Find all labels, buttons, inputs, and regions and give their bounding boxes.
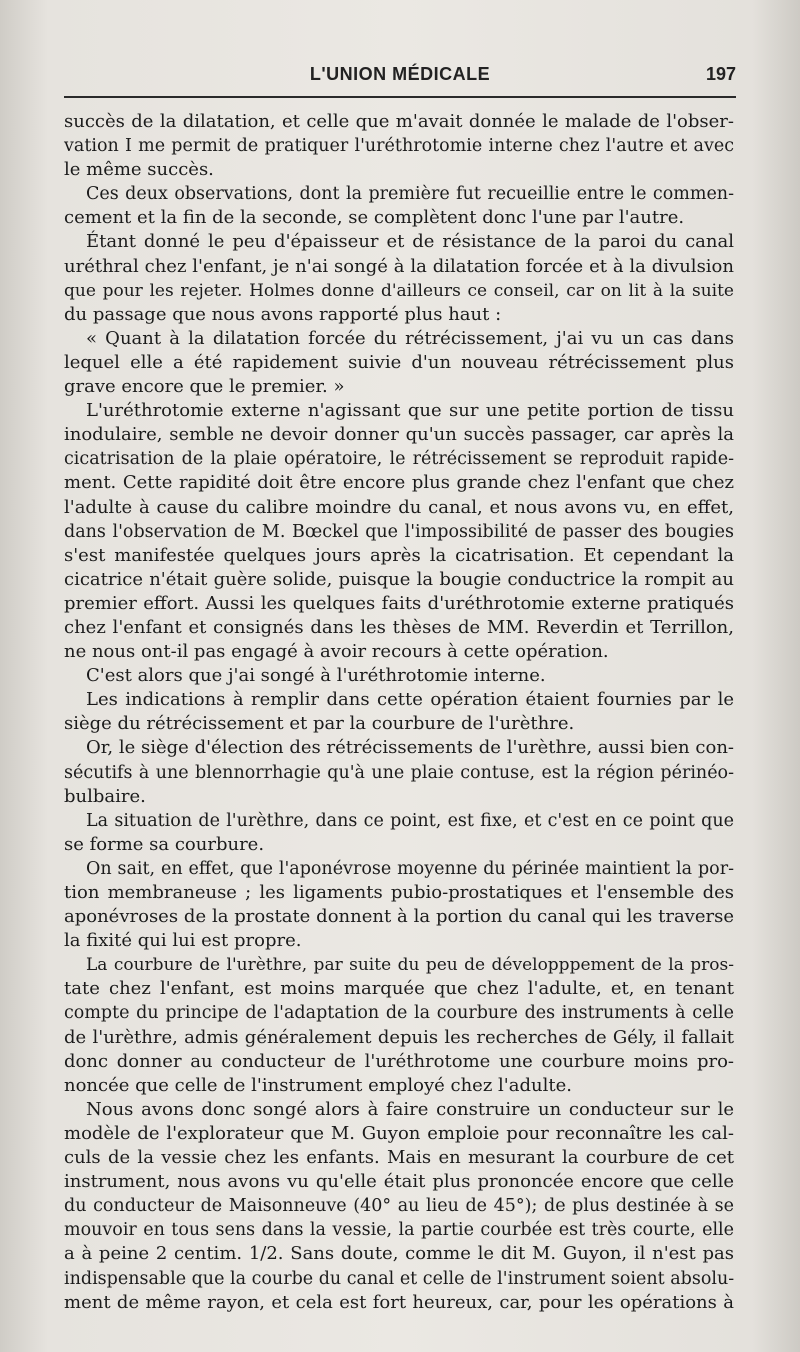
- text-line: L'uréthrotomie externe n'agissant que sur une petite portion de tissu: [86, 400, 734, 422]
- journal-title: L'UNION MÉDICALE: [309, 64, 491, 84]
- text-line: bulbaire.: [64, 785, 146, 807]
- text-line: le même succès.: [64, 159, 214, 181]
- text-line: mouvoir en tous sens dans la vessie, la partie courbée est très courte, elle: [64, 1220, 734, 1241]
- text-line: inodulaire, semble ne devoir donner qu'un succès passager, car après la: [64, 424, 734, 446]
- text-line: Or, le siège d'élection des rétrécissements de l'urèthre, aussi bien con-: [86, 737, 734, 759]
- text-line: noncée que celle de l'instrument employé chez l'adulte.: [64, 1074, 572, 1096]
- text-line: du conducteur de Maisonneuve (40° au lieu de 45°); de plus destinée à se: [64, 1196, 734, 1217]
- text-line: ment de même rayon, et cela est fort heureux, car, pour les opérations à: [64, 1291, 734, 1313]
- text-line: aponévroses de la prostate donnent à la portion du canal qui les traverse: [64, 906, 734, 928]
- text-line: culs de la vessie chez les enfants. Mais en mesurant la courbure de cet: [64, 1147, 734, 1169]
- text-line: C'est alors que j'ai songé à l'uréthrotomie interne.: [86, 665, 546, 687]
- text-line: cicatrisation de la plaie opératoire, le rétrécissement se reproduit rapide-: [64, 449, 734, 470]
- text-line: chez l'enfant et consignés dans les thèses de MM. Reverdin et Terrillon,: [64, 616, 734, 638]
- text-line: succès de la dilatation, et celle que m'avait donnée le malade de l'obser-: [64, 111, 734, 132]
- text-line: indispensable que la courbe du canal et celle de l'instrument soient absolu-: [64, 1268, 735, 1289]
- text-line: vation I me permit de pratiquer l'uréthrotomie interne chez l'autre et avec: [64, 136, 734, 157]
- text-line: On sait, en effet, que l'aponévrose moyenne du périnée maintient la por-: [86, 858, 734, 879]
- text-line: La situation de l'urèthre, dans ce point, est fixe, et c'est en ce point que: [86, 810, 734, 831]
- text-line: l'adulte à cause du calibre moindre du canal, et nous avons vu, en effet,: [64, 496, 734, 518]
- text-line: siège du rétrécissement et par la courbure de l'urèthre.: [64, 713, 575, 735]
- text-line: instrument, nous avons vu qu'elle était plus prononcée encore que celle: [64, 1171, 734, 1193]
- text-line: s'est manifestée quelques jours après la cicatrisation. Et cependant la: [64, 544, 734, 566]
- text-line: cicatrice n'était guère solide, puisque la bougie conductrice la rompit au: [64, 568, 734, 590]
- text-line: grave encore que le premier. »: [64, 376, 345, 398]
- text-line: la fixité qui lui est propre.: [64, 930, 302, 952]
- text-line: cement et la fin de la seconde, se complètent donc l'une par l'autre.: [64, 207, 685, 229]
- text-line: compte du principe de l'adaptation de la courbure des instruments à celle: [64, 1003, 734, 1024]
- text-line: Les indications à remplir dans cette opération étaient fournies par le: [86, 689, 734, 711]
- text-line: premier effort. Aussi les quelques faits d'uréthrotomie externe pratiqués: [64, 592, 734, 614]
- text-line: ment. Cette rapidité doit être encore plus grande chez l'enfant que chez: [64, 472, 734, 494]
- text-line: Étant donné le peu d'épaisseur et de résistance de la paroi du canal: [86, 231, 734, 253]
- text-line: modèle de l'explorateur que M. Guyon emploie pour reconnaître les cal-: [64, 1122, 734, 1144]
- text-line: Ces deux observations, dont la première fut recueillie entre le commen-: [86, 184, 734, 205]
- text-line: sécutifs à une blennorrhagie qu'à une plaie contuse, est la région périnéo-: [64, 762, 734, 783]
- text-line: a à peine 2 centim. 1/2. Sans doute, comme le dit M. Guyon, il n'est pas: [64, 1243, 734, 1265]
- text-line: donc donner au conducteur de l'uréthrotome une courbure moins pro-: [64, 1050, 734, 1072]
- header-rule: [64, 96, 736, 98]
- text-line: « Quant à la dilatation forcée du rétrécissement, j'ai vu un cas dans: [86, 327, 734, 349]
- text-line: tate chez l'enfant, est moins marquée que chez l'adulte, et, en tenant: [64, 978, 734, 1000]
- text-line: ne nous ont-il pas engagé à avoir recours à cette opération.: [64, 641, 609, 663]
- text-line: que pour les rejeter. Holmes donne d'ailleurs ce conseil, car on lit à la suite: [64, 280, 734, 301]
- text-line: dans l'observation de M. Bœckel que l'impossibilité de passer des bougies: [64, 521, 734, 542]
- text-line: lequel elle a été rapidement suivie d'un nouveau rétrécissement plus: [64, 351, 734, 373]
- page-number: 197: [705, 64, 736, 84]
- text-line: du passage que nous avons rapporté plus haut :: [64, 303, 502, 325]
- running-header: [64, 64, 736, 90]
- text-line: uréthral chez l'enfant, je n'ai songé à la dilatation forcée et à la divulsion: [64, 255, 734, 277]
- text-line: tion membraneuse ; les ligaments pubio-prostatiques et l'ensemble des: [64, 882, 734, 903]
- text-line: La courbure de l'urèthre, par suite du peu de développpement de la pros-: [86, 955, 734, 976]
- body-text: [64, 110, 734, 1315]
- text-line: Nous avons donc songé alors à faire construire un conducteur sur le: [86, 1098, 734, 1120]
- text-line: se forme sa courbure.: [64, 833, 265, 855]
- text-line: de l'urèthre, admis généralement depuis les recherches de Gély, il fallait: [64, 1026, 734, 1048]
